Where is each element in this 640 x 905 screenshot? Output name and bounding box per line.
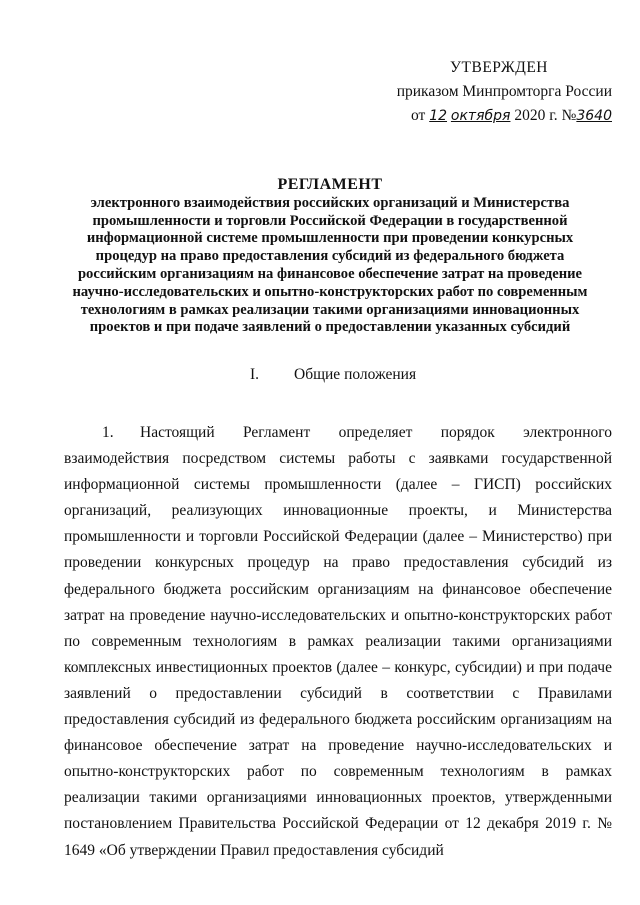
order-date-line bbox=[397, 104, 612, 128]
paragraph-text: Настоящий Регламент определяет порядок электронного взаимодействия посредством системы работы с заявками государственной информационной системы промышленности (далее – ГИСП) российских организаций, реализующих инновационные проекты, и Министерства промышленности и торговли Российской Федерации (далее – Министерство) при проведении конкурсных процедур на право предоставления субсидий из федерального бюджета российским организациям на финансовое обеспечение затрат на проведение научно-исследовательских и опытно-конструкторских работ по современным технологиям в рамках реализации такими организациями комплексных инвестиционных проектов (далее – конкурс, субсидии) и при подаче заявлений о предоставлении субсидий в соответствии с Правилами предоставления субсидий из федерального бюджета российским организациям на финансовое обеспечение затрат на проведение научно-исследовательских и опытно-конструкторских работ по современным технологиям в рамках реализации такими организациями инновационных проектов, утвержденными постановлением Правительства Российской Федерации от 12 декабря 2019 г. № 1649 «Об утверждении Правил предоставления субсидий bbox=[64, 424, 612, 859]
body-text bbox=[64, 420, 612, 864]
section-title: Общие положения bbox=[294, 366, 417, 383]
paragraph-number: 1. bbox=[102, 424, 114, 441]
title-line: промышленности и торговли Российской Федерации в государственной bbox=[92, 212, 568, 229]
title-line: электронного взаимодействия российских организаций и Министерства bbox=[90, 194, 570, 211]
title-line: процедур на право предоставления субсидий из федерального бюджета bbox=[95, 248, 565, 265]
document-title-block bbox=[60, 176, 600, 337]
approval-block bbox=[397, 56, 612, 128]
document-title: РЕГЛАМЕНТ bbox=[277, 176, 383, 193]
section-number: I. bbox=[250, 366, 260, 383]
title-line: проектов и при подаче заявлений о предоставлении указанных субсидий bbox=[89, 319, 571, 336]
date-month-handwritten: октября bbox=[450, 108, 511, 124]
title-line: научно-исследовательских и опытно-конструкторских работ по современным bbox=[72, 283, 588, 300]
number-prefix: № bbox=[561, 107, 577, 124]
title-line: технологиям в рамках реализации такими организациями инновационных bbox=[80, 301, 580, 318]
paragraph bbox=[64, 420, 612, 864]
section-heading bbox=[250, 366, 416, 384]
date-prefix: от bbox=[411, 107, 426, 124]
title-line: информационной системе промышленности при проведении конкурсных bbox=[86, 230, 574, 247]
date-day-handwritten: 12 bbox=[429, 108, 448, 124]
approved-label: УТВЕРЖДЕН bbox=[450, 59, 548, 76]
order-number-handwritten: 3640 bbox=[576, 108, 612, 124]
date-year: 2020 г. bbox=[514, 107, 558, 124]
order-line: приказом Минпромторга России bbox=[396, 83, 612, 100]
title-line: российским организациям на финансовое обеспечение затрат на проведение bbox=[77, 265, 583, 282]
